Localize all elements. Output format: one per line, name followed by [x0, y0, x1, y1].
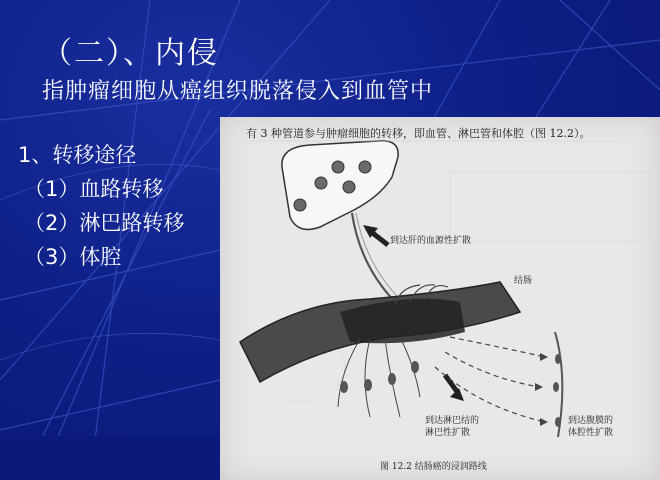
list-heading: 1、转移途径 [18, 143, 137, 167]
label-liver-spread: 到达肝的血源性扩散 [390, 236, 472, 246]
label-lymph-line1: 到达淋巴结的 [425, 416, 480, 426]
list-item-lymph: （2）淋巴路转移 [24, 211, 185, 235]
textbook-figure [220, 117, 660, 480]
label-lymph-line2: 淋巴性扩散 [425, 428, 471, 438]
metastasis-route-list [18, 138, 184, 274]
slide-subtitle: 指肿瘤细胞从癌组织脱落侵入到血管中 [42, 79, 434, 104]
label-colon: 结肠 [514, 276, 533, 286]
label-peritoneal-spread [568, 415, 613, 439]
label-peritoneum-line2: 体腔性扩散 [568, 428, 614, 438]
figure-caption: 图 12.2 结肠癌的浸润路线 [380, 462, 487, 472]
list-item-blood: （1）血路转移 [24, 177, 164, 201]
list-item-cavity: （3）体腔 [24, 245, 122, 269]
label-peritoneum-line1: 到达腹膜的 [568, 416, 614, 426]
figure-header-text: 有 3 种管道参与肿瘤细胞的转移，即血管、淋巴管和体腔（图 12.2）。 [246, 127, 591, 140]
liver-shape [282, 141, 398, 230]
label-lymph-spread [425, 415, 479, 439]
slide-title: （二）、内侵 [42, 36, 219, 71]
